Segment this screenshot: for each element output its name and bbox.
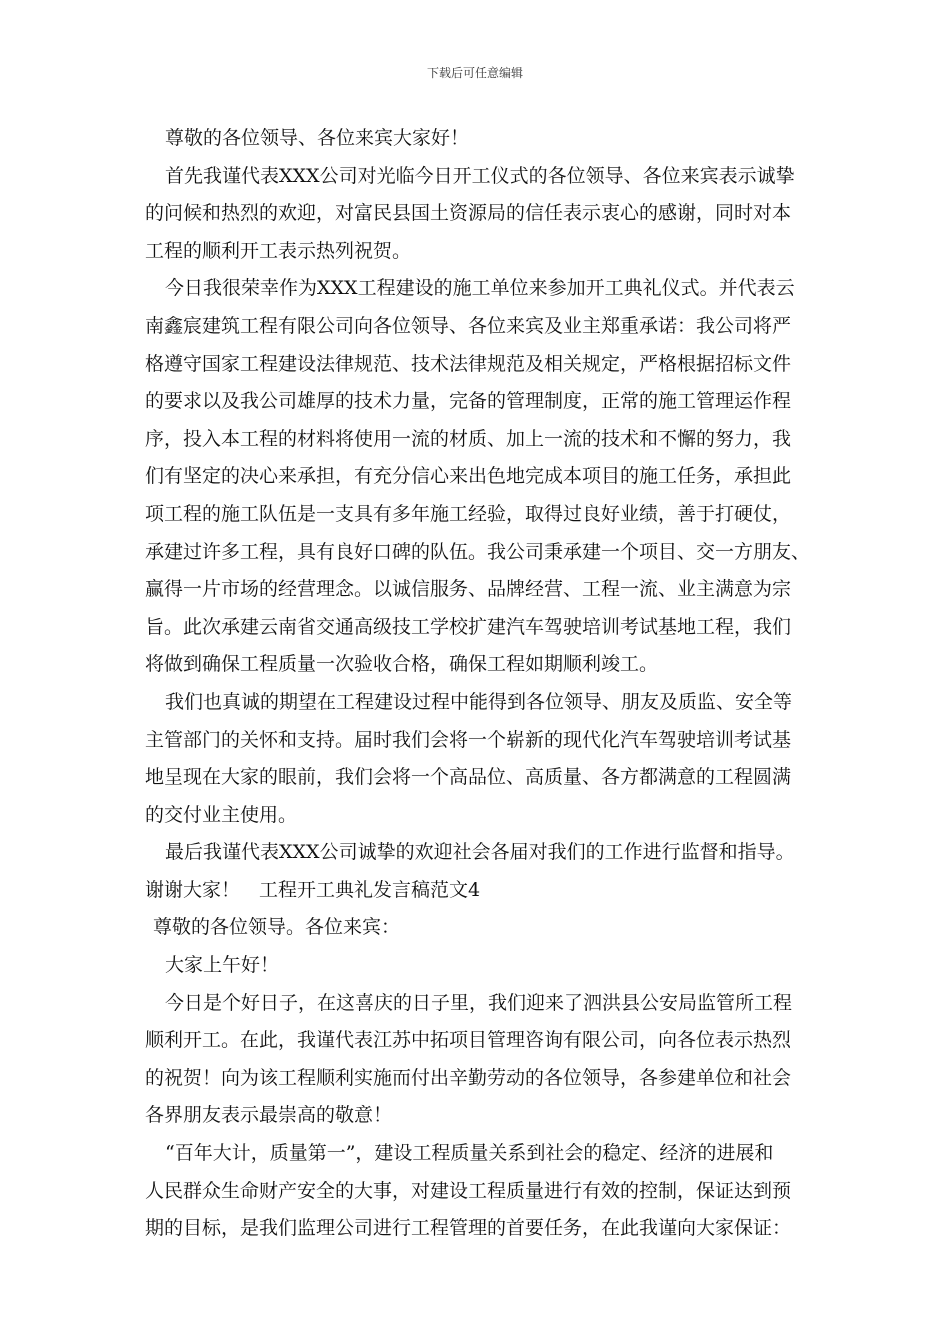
text-line: 的要求以及我公司雄厚的技术力量，完备的管理制度，正常的施工管理运作程 [145, 390, 792, 413]
text-line: 人民群众生命财产安全的大事，对建设工程质量进行有效的控制，保证达到预 [145, 1179, 792, 1202]
text-line: 承建过许多工程，具有良好口碑的队伍。我公司秉承建一个项目、交一方朋友、 [145, 540, 810, 563]
text-line: 今日我很荣幸作为XXX工程建设的施工单位来参加开工典礼仪式。并代表云 [165, 277, 795, 300]
text-line: 首先我谨代表XXX公司对光临今日开工仪式的各位领导、各位来宾表示诚挚 [165, 164, 795, 187]
text-line: “百年大计，质量第一”，建设工程质量关系到社会的稳定、经济的进展和 [165, 1142, 774, 1165]
text-line: 主管部门的关怀和支持。届时我们会将一个崭新的现代化汽车驾驶培训考试基 [145, 728, 792, 751]
text-line: 将做到确保工程质量一次验收合格，确保工程如期顺利竣工。 [145, 653, 659, 676]
text-line: 尊敬的各位领导、各位来宾大家好！ [165, 127, 470, 149]
text-line: 我们也真诚的期望在工程建设过程中能得到各位领导、朋友及质监、安全等 [165, 690, 793, 713]
text-line: 旨。此次承建云南省交通高级技工学校扩建汽车驾驶培训考试基地工程，我们 [145, 615, 792, 638]
text-line: 最后我谨代表XXX公司诚挚的欢迎社会各届对我们的工作进行监督和指导。 [165, 841, 795, 864]
text-line: 顺利开工。在此，我谨代表江苏中拓项目管理咨询有限公司，向各位表示热烈 [145, 1029, 792, 1052]
document-body [145, 120, 810, 1248]
text-line: 尊敬的各位领导。各位来宾： [153, 916, 401, 939]
text-line: 序，投入本工程的材料将使用一流的材质、加上一流的技术和不懈的努力，我 [145, 427, 792, 450]
text-line: 项工程的施工队伍是一支具有多年施工经验，取得过良好业绩，善于打硬仗， [145, 502, 792, 525]
text-line: 格遵守国家工程建设法律规范、技术法律规范及相关规定，严格根据招标文件 [145, 352, 792, 375]
text-line: 今日是个好日子，在这喜庆的日子里，我们迎来了泗洪县公安局监管所工程 [165, 991, 793, 1014]
text-line: 工程的顺利开工表示热列祝贺。 [145, 239, 412, 262]
text-line: 们有坚定的决心来承担，有充分信心来出色地完成本项目的施工任务，承担此 [145, 465, 792, 488]
text-line: 期的目标，是我们监理公司进行工程管理的首要任务，在此我谨向大家保证： [145, 1217, 792, 1240]
text-line: 赢得一片市场的经营理念。以诚信服务、品牌经营、工程一流、业主满意为宗 [145, 578, 792, 601]
text-line: 谢谢大家！ 工程开工典礼发言稿范文4 [145, 878, 481, 901]
text-line: 的交付业主使用。 [145, 803, 298, 826]
text-line: 各界朋友表示最崇高的敬意！ [145, 1104, 393, 1127]
text-line: 的祝贺！向为该工程顺利实施而付出辛勤劳动的各位领导，各参建单位和社会 [145, 1066, 792, 1089]
text-line: 地呈现在大家的眼前，我们会将一个高品位、高质量、各方都满意的工程圆满 [145, 766, 792, 789]
text-line: 大家上午好！ [165, 954, 280, 977]
text-line: 南鑫宸建筑工程有限公司向各位领导、各位来宾及业主郑重承诺：我公司将严 [145, 314, 792, 337]
download-note: 下载后可任意编辑 [426, 66, 523, 80]
text-line: 的问候和热烈的欢迎，对富民县国土资源局的信任表示衷心的感谢，同时对本 [145, 202, 792, 225]
